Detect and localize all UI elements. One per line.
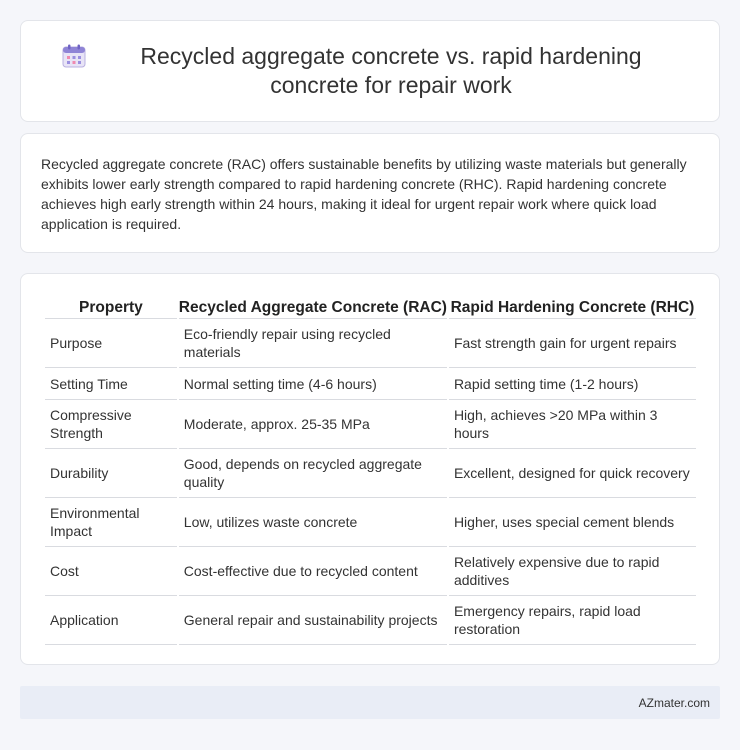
- table-row: [45, 547, 696, 596]
- table-row: [45, 596, 696, 645]
- title-card: [20, 20, 720, 122]
- table-card: [20, 273, 720, 665]
- header-rhc: Rapid Hardening Concrete (RHC): [449, 294, 696, 319]
- row-rac-value: Normal setting time (4-6 hours): [179, 368, 447, 400]
- intro-paragraph: Recycled aggregate concrete (RAC) offers sustainable benefits by utilizing waste materials but generally exhibits lower early strength compared to rapid hardening concrete (RHC). Rapid hardening concrete achieves high early strength within 24 hours, making it ideal for urgent repair work where quick load application is required.: [41, 156, 687, 232]
- footer-brand[interactable]: AZmater.com: [638, 695, 710, 710]
- row-rac-value: Moderate, approx. 25-35 MPa: [179, 400, 447, 449]
- table-row: [45, 368, 696, 400]
- row-property: Cost: [45, 547, 177, 596]
- row-rac-value: Good, depends on recycled aggregate quality: [179, 449, 447, 498]
- row-property: Compressive Strength: [45, 400, 177, 449]
- row-rhc-value: Rapid setting time (1-2 hours): [449, 368, 696, 400]
- footer-bar: [20, 686, 720, 719]
- row-rhc-value: Higher, uses special cement blends: [449, 498, 696, 547]
- intro-card: [20, 133, 720, 253]
- row-rac-value: Eco-friendly repair using recycled materials: [179, 319, 447, 368]
- row-rac-value: Cost-effective due to recycled content: [179, 547, 447, 596]
- comparison-table: [43, 294, 698, 645]
- row-property: Environmental Impact: [45, 498, 177, 547]
- table-row: [45, 400, 696, 449]
- table-row: [45, 319, 696, 368]
- header-property: Property: [45, 294, 177, 319]
- row-rhc-value: Fast strength gain for urgent repairs: [449, 319, 696, 368]
- row-property: Setting Time: [45, 368, 177, 400]
- row-rhc-value: Relatively expensive due to rapid additives: [449, 547, 696, 596]
- row-property: Durability: [45, 449, 177, 498]
- title-wrap: [21, 42, 719, 100]
- page-title: Recycled aggregate concrete vs. rapid hardening concrete for repair work: [140, 43, 642, 98]
- header-rac: Recycled Aggregate Concrete (RAC): [179, 294, 447, 319]
- row-rhc-value: Emergency repairs, rapid load restoration: [449, 596, 696, 645]
- row-rhc-value: High, achieves >20 MPa within 3 hours: [449, 400, 696, 449]
- table-header-row: [45, 294, 696, 319]
- table-row: [45, 449, 696, 498]
- row-rac-value: Low, utilizes waste concrete: [179, 498, 447, 547]
- calendar-icon: [61, 43, 87, 69]
- row-rac-value: General repair and sustainability projects: [179, 596, 447, 645]
- table-row: [45, 498, 696, 547]
- row-rhc-value: Excellent, designed for quick recovery: [449, 449, 696, 498]
- row-property: Purpose: [45, 319, 177, 368]
- row-property: Application: [45, 596, 177, 645]
